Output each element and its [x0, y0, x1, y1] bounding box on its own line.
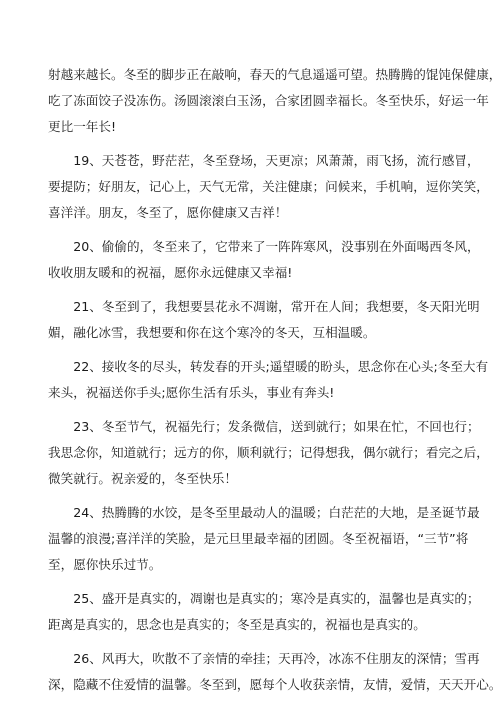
- text-line: 要提防；好朋友，记心上，天气无常，关注健康；问候来，手机响，逗你笑笑，: [48, 179, 489, 194]
- paragraph-25: [48, 586, 480, 638]
- text-line: 19、天苍苍，野茫茫，冬至登场，天更凉；风萧萧，雨飞扬，流行感冒，: [73, 153, 480, 168]
- text-line: 21、冬至到了，我想要昙花永不凋谢，常开在人间；我想要，冬天阳光明: [73, 299, 480, 314]
- paragraph-21: [48, 294, 480, 346]
- text-line: 收收朋友暖和的祝福，愿你永远健康又幸福!: [48, 265, 293, 280]
- text-line: 射越来越长。冬至的脚步正在敲响，春天的气息遥遥可望。热腾腾的馄饨保健康，: [48, 67, 501, 82]
- paragraph-22: [48, 354, 489, 406]
- text-line: 20、偷偷的，冬至来了，它带来了一阵阵寒风，没事别在外面喝西冬风，: [73, 239, 480, 254]
- text-line: 温馨的浪漫;喜洋洋的笑脸，是元旦里最幸福的团圆。冬至祝福语，“三节”将: [48, 531, 469, 546]
- paragraph-19: [48, 148, 489, 226]
- text-line: 25、盛开是真实的，凋谢也是真实的；寒冷是真实的，温馨也是真实的；: [73, 591, 480, 606]
- document-body: [48, 62, 501, 706]
- text-line: 我思念你，知道就行；远方的你，顺利就行；记得想我，偶尔就行；看完之后，: [48, 445, 489, 460]
- paragraph-24: [48, 500, 480, 578]
- paragraph-20: [48, 234, 480, 286]
- paragraph-23: [48, 414, 489, 492]
- text-line: 23、冬至节气，祝福先行；发条微信，送到就行；如果在忙，不回也行；: [73, 419, 480, 434]
- text-line: 26、风再大，吹散不了亲情的牵挂；天再冷，冰冻不住朋友的深情；雪再: [73, 651, 480, 666]
- text-line: 微笑就行。祝亲爱的，冬至快乐！: [48, 471, 237, 486]
- paragraph-26: [48, 646, 501, 698]
- text-line: 喜洋洋。朋友，冬至了，愿你健康又吉祥！: [48, 205, 288, 220]
- text-line: 来头，祝福送你手头;愿你生活有乐头，事业有奔头!: [48, 385, 335, 400]
- paragraph-continued: [48, 62, 501, 140]
- text-line: 24、热腾腾的水饺，是冬至里最动人的温暖；白茫茫的大地，是圣诞节最: [73, 505, 480, 520]
- text-line: 深，隐藏不住爱情的温馨。冬至到，愿每个人收获亲情，友情，爱情，天天开心。: [48, 677, 501, 692]
- text-line: 至，愿你快乐过节。: [48, 557, 162, 572]
- text-line: 距离是真实的，思念也是真实的；冬至是真实的，祝福也是真实的。: [48, 617, 426, 632]
- text-line: 媚，融化冰雪，我想要和你在这个寒冷的冬天，互相温暖。: [48, 325, 376, 340]
- text-line: 吃了冻面饺子没冻伤。汤圆滚滚白玉汤，合家团圆幸福长。冬至快乐，好运一年: [48, 93, 489, 108]
- text-line: 22、接收冬的尽头，转发春的开头;遥望暖的盼头，思念你在心头;冬至大有: [73, 359, 489, 374]
- text-line: 更比一年长!: [48, 119, 117, 134]
